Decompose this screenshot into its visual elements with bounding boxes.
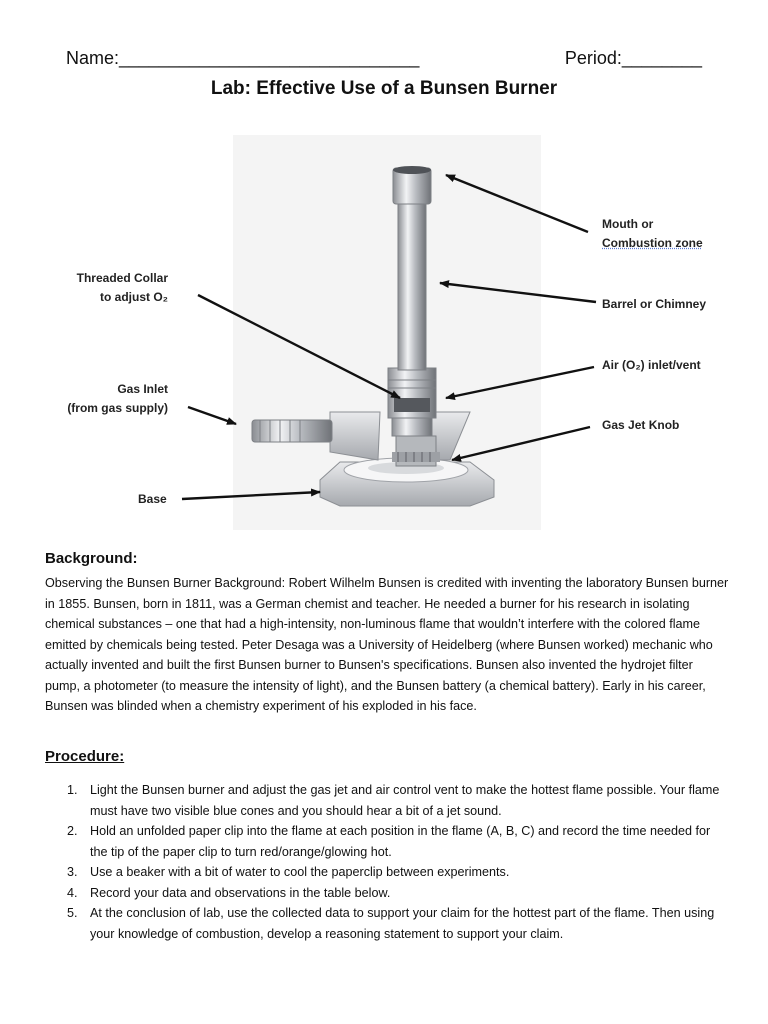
background-paragraph: Observing the Bunsen Burner Background: Robert Wilhelm Bunsen is credited with inventing the laboratory Bunsen burner in 1855. Bunsen, born in 1811, was a German chemist and teacher. He needed a burner for his research in isolating chemical substances – one that had a high-intensity, non-luminous flame that wouldn’t interfere with the colored flame emitted by chemicals being tested. Peter Desaga was a University of Heidelberg (where Bunsen worked) mechanic who actually invented and built the first Bunsen burner to Bunsen's specifications. Bunsen also invented the hydrojet filter pump, a photometer (to measure the intensity of light), and the Bunsen battery (a chemical battery). Early in his career, Bunsen was blinded when a chemistry experiment of his exploded in his face.	[45, 576, 729, 713]
burner-barrel	[398, 200, 426, 370]
procedure-step: 4. Record your data and observations in the table below.	[67, 885, 391, 900]
label-air-inlet: Air (O₂) inlet/vent	[602, 358, 701, 372]
label-gas-jet-knob: Gas Jet Knob	[602, 418, 680, 432]
arrow-gas-inlet	[188, 407, 236, 424]
name-field[interactable]: Name:______________________________	[66, 48, 420, 68]
label-barrel: Barrel or Chimney	[602, 297, 707, 311]
procedure-heading: Procedure:	[45, 748, 125, 765]
procedure-step: 1. Light the Bunsen burner and adjust the gas jet and air control vent to make the hottest flame possible. Your flame must have two visible blue cones and you should hear a bit of a jet sound.	[67, 783, 720, 818]
procedure-step: 2. Hold an unfolded paper clip into the flame at each position in the flame (A, B, C) and record the time needed for the tip of the paper clip to turn red/orange/glowing hot.	[67, 824, 711, 859]
period-field[interactable]: Period:________	[564, 48, 702, 68]
label-mouth: Mouth or Combustion zone	[602, 217, 703, 250]
burner-mouth-opening	[393, 166, 431, 174]
procedure-step: 5. At the conclusion of lab, use the collected data to support your claim for the hottest part of the flame. Then using your knowledge of combustion, develop a reasoning statement to support your claim.	[67, 906, 715, 941]
background-heading: Background:	[45, 550, 138, 567]
label-gas-inlet: Gas Inlet (from gas supply)	[67, 382, 168, 415]
procedure-list	[45, 780, 725, 944]
gas-jet-knob	[392, 436, 440, 466]
label-threaded-collar: Threaded Collar to adjust O₂	[76, 271, 168, 304]
procedure-step: 3. Use a beaker with a bit of water to cool the paperclip between experiments.	[67, 865, 510, 879]
page-title: Lab: Effective Use of a Bunsen Burner	[210, 78, 558, 99]
threaded-collar	[388, 368, 436, 436]
label-base: Base	[138, 492, 167, 506]
